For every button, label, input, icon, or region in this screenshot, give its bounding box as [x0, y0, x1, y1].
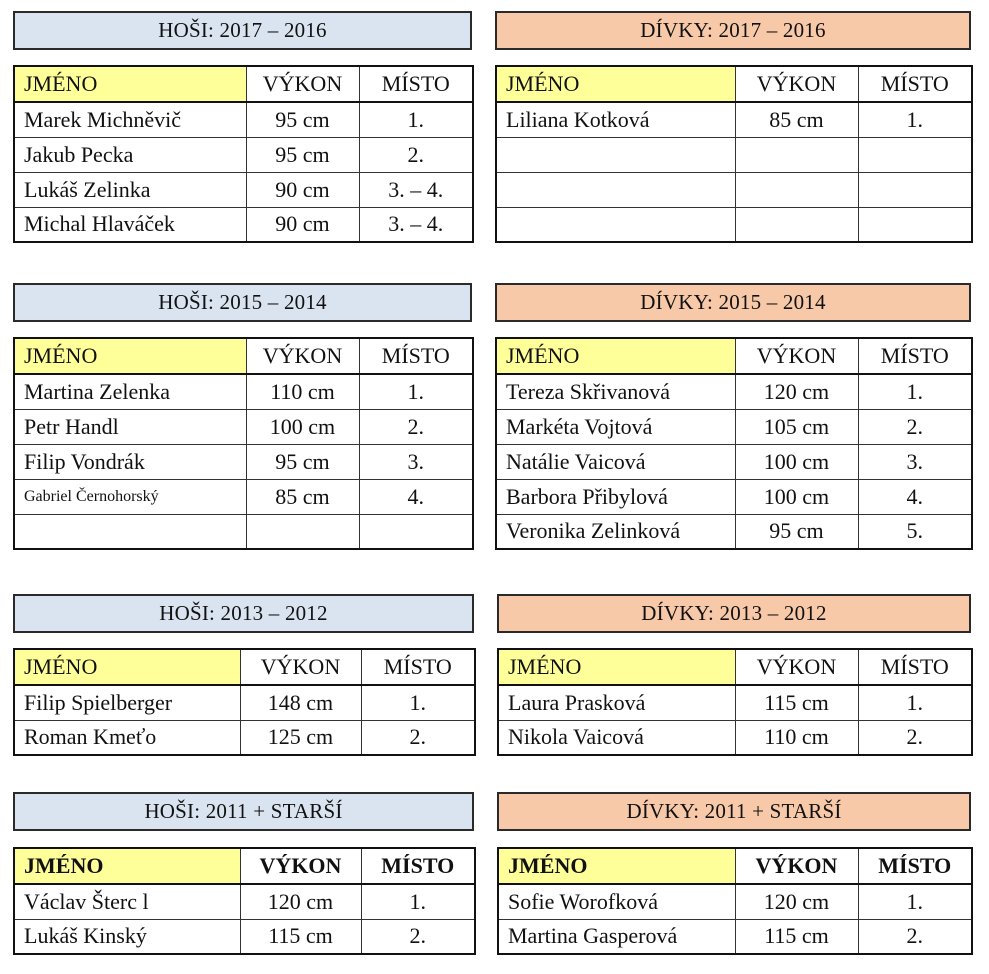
athlete-place: 1. [361, 685, 475, 720]
athlete-place: 2. [359, 137, 473, 172]
table-row [14, 685, 475, 720]
athlete-performance: 120 cm [735, 374, 858, 409]
table-row [496, 172, 972, 207]
performance-header: VÝKON [240, 848, 361, 884]
place-header: MÍSTO [858, 848, 972, 884]
athlete-place: 2. [858, 919, 972, 954]
girls-2017-2016-title: DÍVKY: 2017 – 2016 [495, 11, 971, 50]
performance-header: VÝKON [735, 66, 858, 102]
athlete-place: 2. [858, 720, 972, 755]
athlete-performance: 148 cm [240, 685, 361, 720]
place-header: MÍSTO [361, 649, 475, 685]
athlete-name: Filip Vondrák [14, 444, 246, 479]
athlete-name: Jakub Pecka [14, 137, 246, 172]
athlete-performance: 95 cm [246, 137, 359, 172]
athlete-performance: 90 cm [246, 172, 359, 207]
athlete-name: Barbora Přibylová [496, 479, 735, 514]
name-header: JMÉNO [14, 338, 246, 374]
table-row [14, 409, 473, 444]
performance-header: VÝKON [735, 848, 858, 884]
athlete-performance: 110 cm [735, 720, 858, 755]
place-header: MÍSTO [359, 338, 473, 374]
athlete-place: 1. [359, 102, 473, 137]
athlete-name: Markéta Vojtová [496, 409, 735, 444]
name-header: JMÉNO [496, 66, 735, 102]
athlete-place [858, 137, 972, 172]
athlete-performance: 120 cm [735, 884, 858, 919]
girls-2013-2012-title: DÍVKY: 2013 – 2012 [497, 594, 971, 633]
table-row [498, 720, 972, 755]
athlete-performance: 95 cm [246, 444, 359, 479]
athlete-name: Gabriel Černohorský [14, 479, 246, 514]
athlete-place [359, 514, 473, 549]
name-header: JMÉNO [496, 338, 735, 374]
performance-header: VÝKON [735, 338, 858, 374]
table-row [496, 409, 972, 444]
athlete-performance: 115 cm [240, 919, 361, 954]
athlete-name [14, 514, 246, 549]
athlete-place: 2. [361, 919, 475, 954]
boys-2013-2012-table [13, 648, 476, 756]
athlete-place: 3. – 4. [359, 172, 473, 207]
athlete-place: 1. [359, 374, 473, 409]
girls-2015-2014-table [495, 337, 973, 550]
table-row [14, 172, 473, 207]
table-header-row [498, 848, 972, 884]
athlete-name: Martina Gasperová [498, 919, 735, 954]
athlete-place: 1. [858, 374, 972, 409]
table-row [14, 444, 473, 479]
athlete-name: Roman Kmeťo [14, 720, 240, 755]
boys-2011-older-title: HOŠI: 2011 + STARŠÍ [13, 792, 474, 831]
table-row [14, 919, 475, 954]
athlete-place: 1. [858, 685, 972, 720]
place-header: MÍSTO [858, 66, 972, 102]
athlete-name: Tereza Skřivanová [496, 374, 735, 409]
table-row [14, 884, 475, 919]
table-header-row [14, 649, 475, 685]
table-header-row [14, 848, 475, 884]
performance-header: VÝKON [246, 338, 359, 374]
athlete-name: Michal Hlaváček [14, 207, 246, 242]
table-row [496, 514, 972, 549]
athlete-place: 4. [858, 479, 972, 514]
boys-2011-older-table [13, 847, 476, 955]
table-header-row [14, 338, 473, 374]
athlete-performance: 105 cm [735, 409, 858, 444]
table-row [496, 374, 972, 409]
athlete-performance: 85 cm [246, 479, 359, 514]
table-header-row [496, 66, 972, 102]
athlete-place: 2. [858, 409, 972, 444]
name-header: JMÉNO [14, 848, 240, 884]
athlete-performance: 115 cm [735, 685, 858, 720]
boys-2015-2014-table [13, 337, 474, 550]
athlete-name: Filip Spielberger [14, 685, 240, 720]
athlete-name: Sofie Worofková [498, 884, 735, 919]
girls-2011-older-table [497, 847, 973, 955]
athlete-performance [735, 172, 858, 207]
athlete-name: Martina Zelenka [14, 374, 246, 409]
boys-2017-2016-table [13, 65, 474, 243]
athlete-name: Lukáš Kinský [14, 919, 240, 954]
athlete-place: 1. [858, 884, 972, 919]
girls-2017-2016-table [495, 65, 973, 243]
table-header-row [14, 66, 473, 102]
athlete-name [496, 172, 735, 207]
table-row [14, 720, 475, 755]
table-row [496, 479, 972, 514]
athlete-name [496, 137, 735, 172]
table-row [14, 374, 473, 409]
boys-2013-2012-title: HOŠI: 2013 – 2012 [13, 594, 474, 633]
athlete-performance: 125 cm [240, 720, 361, 755]
table-row [496, 444, 972, 479]
athlete-place [858, 172, 972, 207]
girls-2015-2014-title: DÍVKY: 2015 – 2014 [495, 283, 971, 322]
athlete-performance: 120 cm [240, 884, 361, 919]
athlete-place: 1. [858, 102, 972, 137]
athlete-name: Nikola Vaicová [498, 720, 735, 755]
athlete-place [858, 207, 972, 242]
athlete-performance: 90 cm [246, 207, 359, 242]
athlete-name: Petr Handl [14, 409, 246, 444]
table-row [496, 137, 972, 172]
athlete-performance: 95 cm [246, 102, 359, 137]
athlete-performance [246, 514, 359, 549]
athlete-performance: 95 cm [735, 514, 858, 549]
table-row [498, 919, 972, 954]
athlete-performance: 85 cm [735, 102, 858, 137]
table-row [496, 102, 972, 137]
athlete-place: 2. [359, 409, 473, 444]
name-header: JMÉNO [498, 649, 735, 685]
athlete-place: 3. [359, 444, 473, 479]
athlete-name: Václav Šterc l [14, 884, 240, 919]
athlete-performance: 100 cm [735, 444, 858, 479]
athlete-place: 3. [858, 444, 972, 479]
athlete-name: Laura Prasková [498, 685, 735, 720]
place-header: MÍSTO [359, 66, 473, 102]
athlete-name [496, 207, 735, 242]
athlete-performance: 100 cm [246, 409, 359, 444]
girls-2013-2012-table [497, 648, 973, 756]
athlete-name: Veronika Zelinková [496, 514, 735, 549]
name-header: JMÉNO [14, 649, 240, 685]
place-header: MÍSTO [858, 338, 972, 374]
name-header: JMÉNO [498, 848, 735, 884]
girls-2011-older-title: DÍVKY: 2011 + STARŠÍ [497, 792, 971, 831]
table-row [498, 685, 972, 720]
boys-2017-2016-title: HOŠI: 2017 – 2016 [13, 11, 472, 50]
athlete-place: 5. [858, 514, 972, 549]
table-row [498, 884, 972, 919]
athlete-place: 4. [359, 479, 473, 514]
table-row [496, 207, 972, 242]
athlete-performance: 110 cm [246, 374, 359, 409]
place-header: MÍSTO [858, 649, 972, 685]
place-header: MÍSTO [361, 848, 475, 884]
name-header: JMÉNO [14, 66, 246, 102]
athlete-performance: 115 cm [735, 919, 858, 954]
athlete-performance [735, 207, 858, 242]
boys-2015-2014-title: HOŠI: 2015 – 2014 [13, 283, 472, 322]
table-row [14, 479, 473, 514]
athlete-name: Marek Michněvič [14, 102, 246, 137]
athlete-name: Liliana Kotková [496, 102, 735, 137]
athlete-performance: 100 cm [735, 479, 858, 514]
performance-header: VÝKON [735, 649, 858, 685]
table-row [14, 207, 473, 242]
athlete-place: 2. [361, 720, 475, 755]
table-row [14, 102, 473, 137]
performance-header: VÝKON [246, 66, 359, 102]
table-header-row [496, 338, 972, 374]
athlete-name: Natálie Vaicová [496, 444, 735, 479]
table-row [14, 137, 473, 172]
athlete-performance [735, 137, 858, 172]
table-header-row [498, 649, 972, 685]
athlete-place: 3. – 4. [359, 207, 473, 242]
table-row [14, 514, 473, 549]
athlete-place: 1. [361, 884, 475, 919]
performance-header: VÝKON [240, 649, 361, 685]
athlete-name: Lukáš Zelinka [14, 172, 246, 207]
